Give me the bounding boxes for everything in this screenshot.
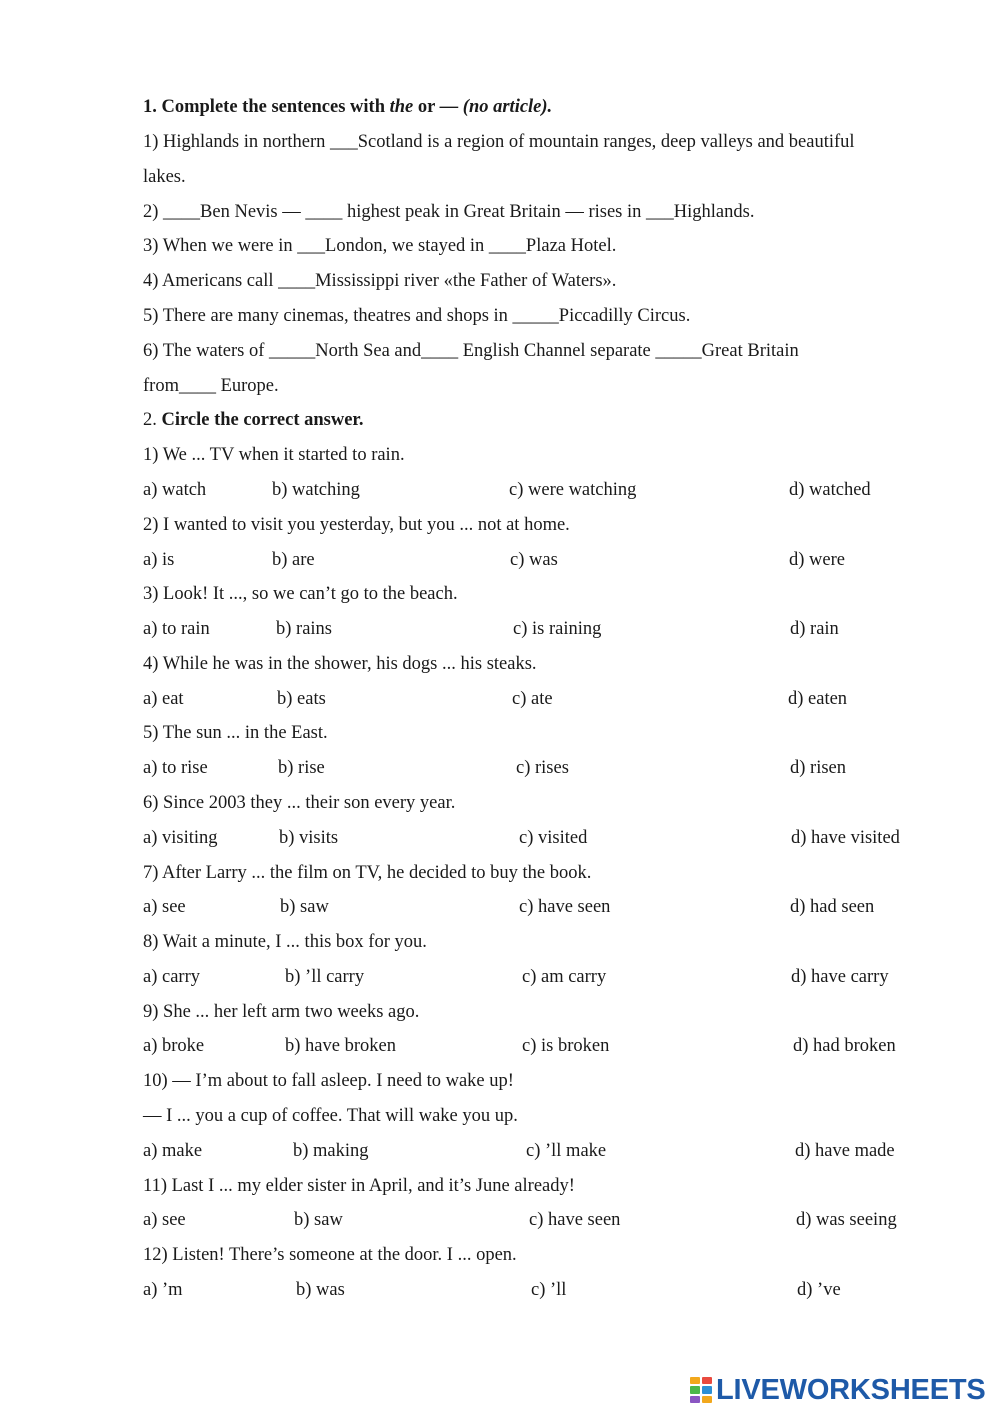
option-d[interactable]: d) rain <box>790 619 839 639</box>
option-b[interactable]: b) saw <box>280 897 329 917</box>
question-text: 6) Since 2003 they ... their son every year. <box>143 793 456 813</box>
section1-item: 4) Americans call ____Mississippi river «the Father of Waters». <box>143 271 617 291</box>
section1-heading-noarticle: (no article). <box>462 97 553 117</box>
option-c[interactable]: c) have seen <box>519 897 611 917</box>
section1-heading-or: or — <box>417 97 459 117</box>
option-b[interactable]: b) have broken <box>285 1036 396 1056</box>
question-text: 9) She ... her left arm two weeks ago. <box>143 1002 420 1022</box>
liveworksheets-logo-text: LIVEWORKSHEETS <box>716 1373 986 1406</box>
option-c[interactable]: c) have seen <box>529 1210 621 1230</box>
question-text: 7) After Larry ... the film on TV, he decided to buy the book. <box>143 863 592 883</box>
section1-item: lakes. <box>143 167 186 187</box>
section2-heading <box>143 408 364 432</box>
section2-heading-text: Circle the correct answer. <box>161 410 364 430</box>
section2-number: 2. <box>143 410 157 430</box>
logo-square-icon <box>702 1396 712 1403</box>
option-b[interactable]: b) saw <box>294 1210 343 1230</box>
option-b[interactable]: b) watching <box>272 480 360 500</box>
section1-item: 3) When we were in ___London, we stayed in ____Plaza Hotel. <box>143 236 617 256</box>
section1-heading-text: Complete the sentences with <box>161 97 385 117</box>
option-b[interactable]: b) ’ll carry <box>285 967 365 987</box>
option-a[interactable]: a) to rise <box>143 758 208 778</box>
question-text: 4) While he was in the shower, his dogs ... his steaks. <box>143 654 537 674</box>
option-a[interactable]: a) is <box>143 550 175 570</box>
option-c[interactable]: c) was <box>510 550 558 570</box>
option-c[interactable]: c) is raining <box>513 619 602 639</box>
option-b[interactable]: b) rains <box>276 619 332 639</box>
option-d[interactable]: d) have carry <box>791 967 889 987</box>
question-text: 12) Listen! There’s someone at the door. I ... open. <box>143 1245 517 1265</box>
option-d[interactable]: d) were <box>789 550 845 570</box>
question-text: 8) Wait a minute, I ... this box for you. <box>143 932 427 952</box>
liveworksheets-logo <box>690 1374 986 1406</box>
option-a[interactable]: a) carry <box>143 967 200 987</box>
option-b[interactable]: b) are <box>272 550 315 570</box>
option-d[interactable]: d) have visited <box>791 828 900 848</box>
option-c[interactable]: c) rises <box>516 758 569 778</box>
option-d[interactable]: d) was seeing <box>796 1210 897 1230</box>
section1-number: 1. <box>143 97 157 117</box>
section1-item: 5) There are many cinemas, theatres and shops in _____Piccadilly Circus. <box>143 306 691 326</box>
option-d[interactable]: d) eaten <box>788 689 848 709</box>
section1-heading <box>143 95 552 119</box>
option-c[interactable]: c) am carry <box>522 967 607 987</box>
option-b[interactable]: b) eats <box>277 689 326 709</box>
option-a[interactable]: a) to rain <box>143 619 210 639</box>
option-a[interactable]: a) make <box>143 1141 203 1161</box>
logo-square-icon <box>690 1386 700 1393</box>
option-d[interactable]: d) watched <box>789 480 871 500</box>
option-c[interactable]: c) is broken <box>522 1036 610 1056</box>
section1-item: 2) ____Ben Nevis — ____ highest peak in Great Britain — rises in ___Highlands. <box>143 202 755 222</box>
option-a[interactable]: a) broke <box>143 1036 205 1056</box>
question-text: 10) — I’m about to fall asleep. I need to wake up! <box>143 1071 514 1091</box>
option-c[interactable]: c) visited <box>519 828 588 848</box>
question-text: 1) We ... TV when it started to rain. <box>143 445 405 465</box>
logo-square-icon <box>690 1377 700 1384</box>
option-d[interactable]: d) had broken <box>793 1036 896 1056</box>
section1-item: 1) Highlands in northern ___Scotland is a region of mountain ranges, deep valleys and beautiful <box>143 132 855 152</box>
option-a[interactable]: a) see <box>143 1210 186 1230</box>
option-d[interactable]: d) ’ve <box>797 1280 841 1300</box>
question-text-continued: — I ... you a cup of coffee. That will wake you up. <box>143 1106 518 1126</box>
option-b[interactable]: b) was <box>296 1280 345 1300</box>
question-text: 11) Last I ... my elder sister in April, and it’s June already! <box>143 1176 575 1196</box>
option-a[interactable]: a) visiting <box>143 828 218 848</box>
option-a[interactable]: a) eat <box>143 689 184 709</box>
section1-item: from____ Europe. <box>143 376 279 396</box>
option-a[interactable]: a) ’m <box>143 1280 183 1300</box>
option-a[interactable]: a) watch <box>143 480 207 500</box>
question-text: 3) Look! It ..., so we can’t go to the beach. <box>143 584 458 604</box>
logo-square-icon <box>690 1396 700 1403</box>
liveworksheets-logo-icon <box>690 1377 712 1403</box>
option-c[interactable]: c) ate <box>512 689 553 709</box>
option-c[interactable]: c) ’ll <box>531 1280 567 1300</box>
option-d[interactable]: d) had seen <box>790 897 875 917</box>
section1-heading-the: the <box>389 97 414 117</box>
section1-item: 6) The waters of _____North Sea and____ English Channel separate _____Great Britain <box>143 341 799 361</box>
logo-square-icon <box>702 1386 712 1393</box>
option-b[interactable]: b) rise <box>278 758 325 778</box>
question-text: 2) I wanted to visit you yesterday, but you ... not at home. <box>143 515 570 535</box>
option-d[interactable]: d) have made <box>795 1141 895 1161</box>
option-a[interactable]: a) see <box>143 897 186 917</box>
option-b[interactable]: b) making <box>293 1141 369 1161</box>
option-d[interactable]: d) risen <box>790 758 846 778</box>
option-c[interactable]: c) were watching <box>509 480 637 500</box>
option-b[interactable]: b) visits <box>279 828 339 848</box>
logo-square-icon <box>702 1377 712 1384</box>
question-text: 5) The sun ... in the East. <box>143 723 328 743</box>
option-c[interactable]: c) ’ll make <box>526 1141 607 1161</box>
